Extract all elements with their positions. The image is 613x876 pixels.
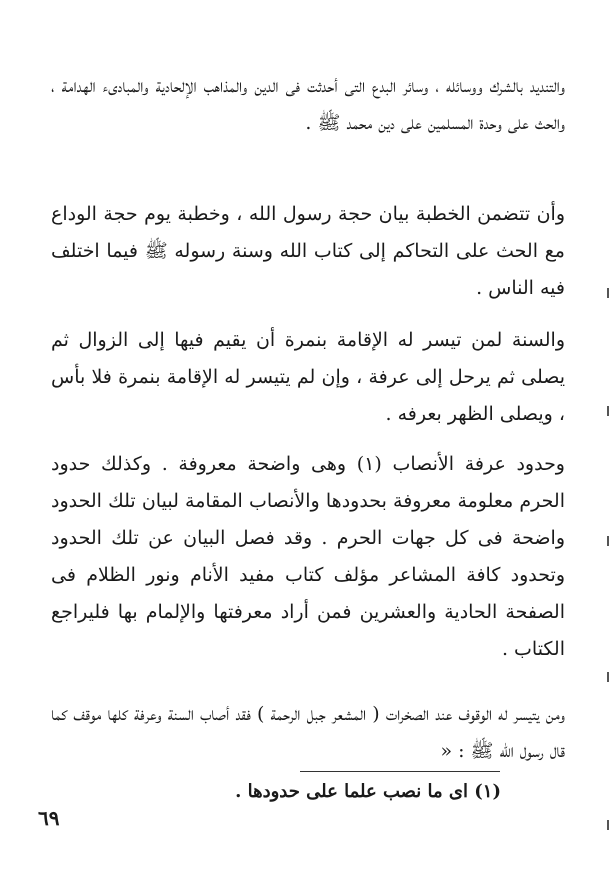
scan-edge-marks: [599, 0, 609, 876]
scan-mark: [607, 820, 609, 830]
scan-mark: [607, 406, 609, 416]
scan-mark: [607, 288, 609, 298]
paragraph-2: وأن تتضمن الخطبة بيان حجة رسول الله ، وخطبة يوم حجة الوداع مع الحث على التحاكم إلى كتاب الله وسنة رسوله ﷺ فيما اختلف فيه الناس .: [51, 203, 565, 299]
scan-mark: [607, 536, 609, 546]
paragraph-4: وحدود عرفة الأنصاب (١) وهى واضحة معروفة . وكذلك حدود الحرم معلومة معروفة بحدودها والأنصاب المقامة لبيان تلك الحدود واضحة فى كل جهات الحرم . وقد فصل البيان عن تلك الحدود وتحدود كافة المشاعر مؤلف كتاب مفيد الأنام ونور الظلام فى الصفحة الحادية والعشرين فمن أراد معرفتها والإلمام بها فليراجع الكتاب .: [51, 453, 565, 660]
page-number: ٦٩: [38, 806, 60, 830]
paragraph-5: ومن يتيسر له الوقوف عند الصخرات ( المشعر جبل الرحمة ) فقد أصاب السنة وعرفة كلها موقف كما قال رسول الله ﷺ : «: [51, 703, 565, 762]
paragraph-3: والسنة لمن تيسر له الإقامة بنمرة أن يقيم فيها إلى الزوال ثم يصلى ثم يرحل إلى عرفة ، وإن لم يتيسر له الإقامة بنمرة فلا بأس ، ويصلى الظهر بعرفه .: [51, 329, 565, 425]
paragraph-1: والتنديد بالشرك ووسائله ، وسائر البدع التى أحدثت فى الدين والمذاهب الإلحادية والمبادىء الهدامة ، والحث على وحدة المسلمين على دين محمد ﷺ .: [51, 75, 565, 134]
scan-mark: [607, 672, 609, 682]
footnote: (١) اى ما نصب علما على حدودها .: [235, 781, 501, 802]
footnote-divider: [300, 771, 500, 772]
